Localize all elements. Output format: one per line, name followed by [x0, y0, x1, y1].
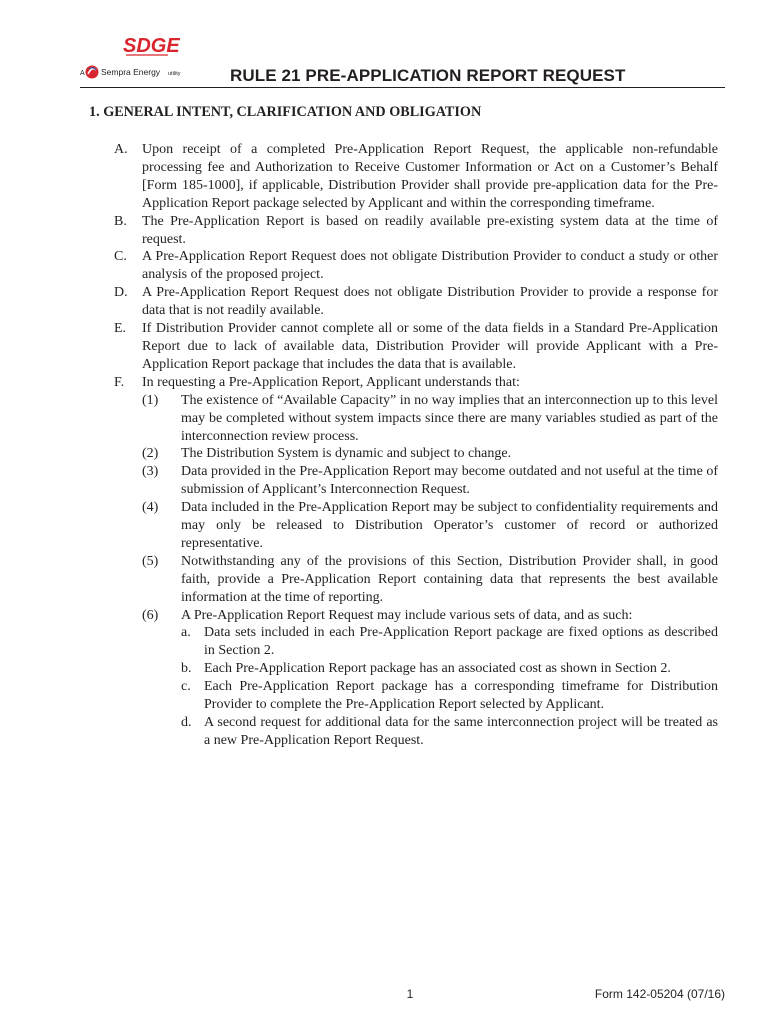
sub-sub-list-item	[0, 624, 718, 660]
item-text: Upon receipt of a completed Pre-Application Report Request, the applicable non-refundable processing fee and Authorization to Receive Customer Information or Act on a Customer’s Behalf [Form 185-1000], if applicable, Distribution Provider shall provide pre-application data for the Pre-Application Report package selected by Applicant and within the corresponding timeframe.	[142, 142, 718, 211]
section-heading: 1. GENERAL INTENT, CLARIFICATION AND OBLIGATION	[89, 104, 482, 120]
sub-list-item	[0, 607, 718, 625]
sub-sub-list-item	[0, 714, 718, 750]
logo-prefix: A	[80, 70, 85, 77]
item-text: In requesting a Pre-Application Report, Applicant understands that:	[142, 374, 520, 390]
item-text: A Pre-Application Report Request does not obligate Distribution Provider to conduct a study or other analysis of the proposed project.	[142, 249, 718, 283]
sub-sub-item-marker: c.	[181, 679, 191, 695]
sub-item-text: A Pre-Application Report Request may include various sets of data, and as such:	[181, 607, 633, 623]
sub-item-marker: (4)	[142, 500, 159, 516]
sub-list-item	[0, 499, 718, 553]
document-title: RULE 21 PRE-APPLICATION REPORT REQUEST	[230, 66, 626, 85]
sub-sub-item-marker: b.	[181, 661, 192, 677]
sub-sub-item-text: Each Pre-Application Report package has an associated cost as shown in Section 2.	[204, 661, 671, 677]
sub-sub-item-marker: a.	[181, 625, 191, 641]
sub-item-text: Notwithstanding any of the provisions of this Section, Distribution Provider shall, in good faith, provide a Pre-Application Report containing data that represents the best available information at the time of reporting.	[181, 553, 718, 605]
sub-item-marker: (2)	[142, 446, 159, 462]
sub-item-marker: (3)	[142, 464, 159, 480]
sub-sub-list-item	[0, 678, 718, 714]
item-text: A Pre-Application Report Request does not obligate Distribution Provider to provide a response for data that is not readily available.	[142, 285, 718, 319]
sdge-wordmark: SDGE	[123, 35, 180, 57]
list-item	[0, 320, 718, 374]
item-text: The Pre-Application Report is based on readily available pre-existing system data at the time of request.	[142, 213, 718, 247]
sub-sub-item-text: A second request for additional data for the same interconnection project will be treated as a new Pre-Application Report Request.	[204, 715, 718, 748]
sub-sub-item-text: Data sets included in each Pre-Application Report package are fixed options as described in Section 2.	[204, 625, 718, 659]
sub-item-marker: (1)	[142, 392, 159, 408]
sub-sub-list-item	[0, 660, 718, 678]
item-marker: E.	[114, 321, 127, 337]
sdge-logo	[80, 30, 200, 82]
item-marker: F.	[114, 374, 125, 390]
sub-list-item	[0, 553, 718, 607]
page-number: 1	[406, 987, 414, 1001]
section-content	[0, 141, 770, 750]
item-text: If Distribution Provider cannot complete all or some of the data fields in a Standard Pre-Application Report due to lack of available data, Distribution Provider will provide Applicant with a Pre-Application Report package that includes the data that is available.	[142, 321, 718, 372]
sub-list-item	[0, 392, 718, 446]
item-marker: C.	[114, 249, 127, 265]
list-item	[0, 284, 718, 320]
sub-sub-item-text: Each Pre-Application Report package has a corresponding timeframe for Distribution Provider to complete the Pre-Application Report selected by Applicant.	[204, 679, 718, 713]
list-item	[0, 374, 718, 392]
sub-item-marker: (5)	[142, 553, 159, 569]
list-item	[0, 213, 718, 249]
sub-list-item	[0, 445, 718, 463]
item-marker: A.	[114, 142, 128, 157]
title-divider	[80, 87, 725, 88]
sempra-energy-name: Sempra Energy	[101, 67, 161, 77]
list-item	[0, 141, 718, 213]
form-number: Form 142-05204 (07/16)	[594, 987, 725, 1001]
sub-item-text: The existence of “Available Capacity” in no way implies that an interconnection up to this level may be completed without system impacts since there are many variables studied as part of the interconnection review process.	[181, 392, 718, 444]
item-marker: D.	[114, 285, 128, 301]
sub-item-text: The Distribution System is dynamic and subject to change.	[181, 446, 512, 462]
sub-item-text: Data provided in the Pre-Application Report may become outdated and not useful at the time of submission of Applicant’s Interconnection Request.	[181, 464, 718, 498]
item-marker: B.	[114, 213, 127, 229]
sdge-logo-graphic	[80, 30, 200, 82]
sub-sub-item-marker: d.	[181, 715, 192, 730]
sub-item-marker: (6)	[142, 607, 159, 623]
sub-item-text: Data included in the Pre-Application Report may be subject to confidentiality requirements and may only be released to Distribution Operator’s customer of record or authorized representative.	[181, 500, 718, 551]
logo-suffix: utility	[168, 71, 181, 77]
sub-list-item	[0, 463, 718, 499]
list-item	[0, 248, 718, 284]
